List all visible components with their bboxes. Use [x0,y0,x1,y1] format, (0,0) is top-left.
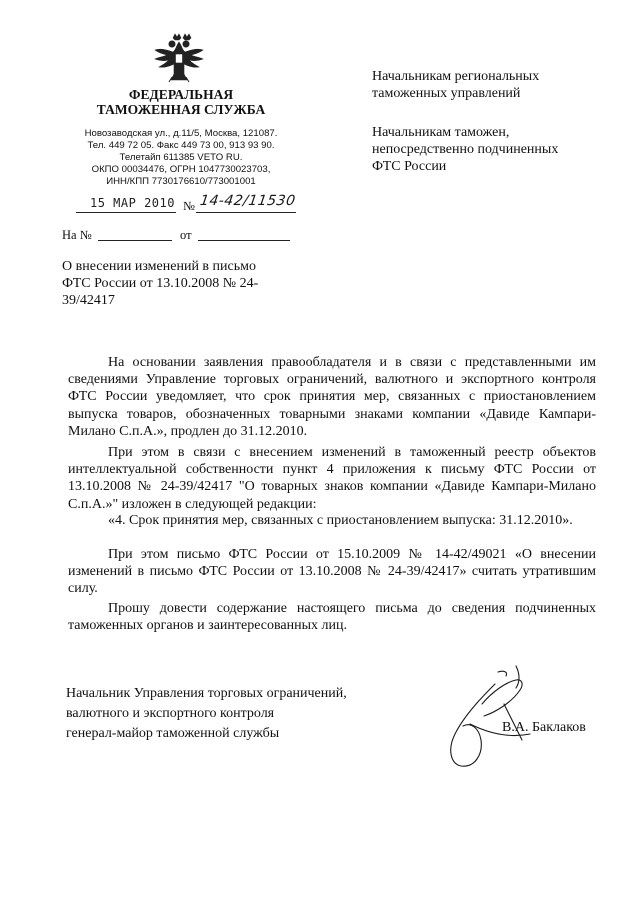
recipient-2-line-3: ФТС России [372,159,447,174]
reply-to-number-blank [98,240,172,241]
recipient-2-line-2: непосредственно подчиненных [372,142,559,157]
sender-teletype: Телетайп 611385 VETO RU. [119,152,243,163]
number-underline [196,212,296,213]
signatory-title-line-1: Начальник Управления торговых ограничений, [66,686,347,701]
body-paragraph-1: На основании заявления правообладателя и в связи с представленными им сведениями Управление торговых ограничений, валютного и экспортного контроля ФТС России уведомляет, что срок принятия мер, связанных с приостановлением выпуска товаров, обозначенных товарными знаками компании «Давиде Кампари-Милано С.п.А.», продлен до 31.12.2010. [68,355,596,439]
body-paragraph-4: При этом письмо ФТС России от 15.10.2009 № 14-42/49021 «О внесении изменений в письмо ФТС России от 13.10.2008 № 24-39/42417» считать утратившим силу. [68,547,596,597]
org-name-line-2: ТАМОЖЕННАЯ СЛУЖБА [96,102,266,117]
org-name-line-1: ФЕДЕРАЛЬНАЯ [128,87,234,102]
subject-line-3: 39/42417 [62,293,115,308]
sender-inn-kpp: ИНН/КПП 7730176610/773001001 [106,176,256,187]
registration-number-handwritten: 14-42/11530 [198,193,297,209]
body-paragraph-3: «4. Срок принятия мер, связанных с приостановлением выпуска: 31.12.2010». [108,513,573,528]
reply-to-number-label: На № [62,228,92,242]
subject-line-2: ФТС России от 13.10.2008 № 24- [62,276,259,291]
body-paragraph-2: При этом в связи с внесением изменений в таможенный реестр объектов интеллектуальной собственности пункт 4 приложения к письму ФТС России от 13.10.2008 № 24-39/42417 "О товарных знаков компании «Давиде Кампари-Милано С.п.А.»" изложен в следующей редакции: [68,445,596,512]
body-paragraph-5: Прошу довести содержание настоящего письма до сведения подчиненных таможенных органов и заинтересованных лиц. [68,601,596,634]
reply-to-date-blank [198,240,290,241]
signatory-name: В.А. Баклаков [502,720,586,735]
double-headed-eagle-emblem-icon [152,32,206,84]
reply-to-date-label: от [180,228,192,242]
handwritten-signature-icon [420,664,550,774]
sender-phone-fax: Тел. 449 72 05. Факс 449 73 00, 913 93 90. [87,140,275,151]
sender-address: Новозаводская ул., д.11/5, Москва, 121087. [84,128,278,139]
recipient-1-line-2: таможенных управлений [372,86,521,101]
number-label: № [183,199,195,213]
recipient-1-line-1: Начальникам региональных [372,69,540,84]
registration-date-stamp: 15 МАР 2010 [90,196,175,210]
signatory-title-line-3: генерал-майор таможенной службы [66,726,280,741]
sender-okpo-ogrn: ОКПО 00034476, ОГРН 1047730023703, [91,164,271,175]
recipient-2-line-1: Начальникам таможен, [372,125,510,140]
subject-line-1: О внесении изменений в письмо [62,259,256,274]
date-underline [76,212,176,213]
signatory-title-line-2: валютного и экспортного контроля [66,706,275,721]
